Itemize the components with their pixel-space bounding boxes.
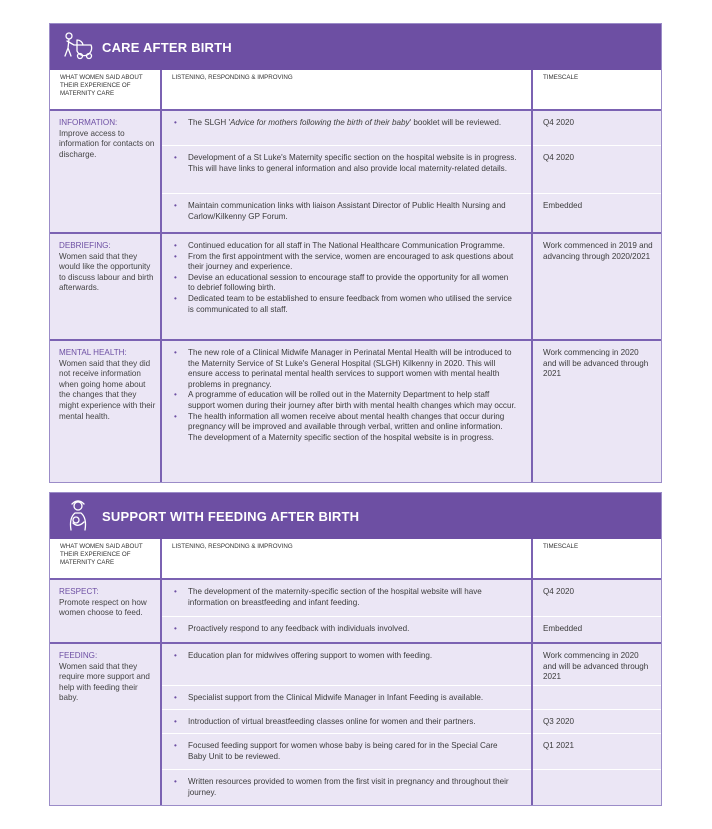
column-header-what-women-said: WHAT WOMEN SAID ABOUT THEIR EXPERIENCE OF MATERNITY CARE (50, 539, 161, 579)
action-item: • Proactively respond to any feedback with individuals involved. (188, 624, 517, 635)
care-after-birth-section (49, 23, 662, 483)
column-header-timescale: TIMESCALE (543, 74, 579, 81)
women-said-text: Women said that they require more support and help with feeding their baby. (59, 661, 150, 703)
action-item: • Introduction of virtual breastfeeding classes online for women and their partners. (188, 717, 517, 728)
timescale-value (533, 686, 661, 710)
category-label: INFORMATION: (59, 118, 118, 127)
action-bullet: • From the first appointment with the service, women are encouraged to ask questions about their journey and experience. (188, 252, 517, 273)
table-row-debriefing (50, 233, 661, 340)
timescale-value: Work commencing in 2020 and will be advanced through 2021 (543, 348, 649, 379)
action-item: • The SLGH 'Advice for mothers following the birth of their baby' booklet will be reviewed. (188, 118, 517, 129)
mother-feeding-baby-icon (60, 498, 96, 534)
action-item: • Education plan for midwives offering support to women with feeding. (188, 651, 517, 662)
action-bullet: • A programme of education will be rolled out in the Maternity Department to help staff support women during their journey after birth with mental health changes which may occur. (188, 390, 517, 411)
action-item: • Written resources provided to women from the first visit in pregnancy and throughout their journey. (188, 777, 517, 798)
action-bullet: • Continued education for all staff in The National Healthcare Communication Programme. (188, 241, 517, 252)
action-item: • Focused feeding support for women whose baby is being cared for in the Special Care Baby Unit to be reviewed. (188, 741, 517, 762)
women-said-text: Improve access to information for contacts on discharge. (59, 128, 155, 159)
category-label: FEEDING: (59, 651, 98, 660)
category-label: RESPECT: (59, 587, 99, 596)
mother-with-pram-icon (60, 29, 96, 65)
section-header (50, 24, 661, 70)
support-with-feeding-section (49, 492, 662, 806)
timescale-value: Work commencing in 2020 and will be advanced through 2021 (533, 644, 661, 686)
action-bullet: • Dedicated team to be established to ensure feedback from women who utilised the service is communicated to all staff. (188, 294, 517, 315)
support-with-feeding-table (50, 539, 661, 805)
timescale-value (533, 770, 661, 805)
category-label: DEBRIEFING: (59, 241, 111, 250)
column-header-what-women-said: WHAT WOMEN SAID ABOUT THEIR EXPERIENCE OF MATERNITY CARE (50, 70, 161, 110)
table-row-respect (50, 579, 661, 643)
section-title: CARE AFTER BIRTH (102, 39, 232, 55)
timescale-value: Q4 2020 (533, 146, 661, 194)
action-bullet: • The health information all women receive about mental health changes that occur during pregnancy will be improved and available through verbal, written and online information. The development of a Maternity specific section of the hospital website is in progress. (188, 412, 517, 444)
column-header-listening: LISTENING, RESPONDING & IMPROVING (161, 70, 532, 110)
section-header (50, 493, 661, 539)
women-said-text: Women said that they would like the opportunity to discuss labour and birth afterwards. (59, 251, 154, 293)
column-header-listening: LISTENING, RESPONDING & IMPROVING (161, 539, 532, 579)
action-item: • The development of the maternity-specific section of the hospital website will have information on breastfeeding and infant feeding. (188, 587, 517, 608)
care-after-birth-table (50, 70, 661, 482)
timescale-value: Embedded (543, 201, 583, 210)
table-row-mental-health (50, 340, 661, 482)
table-row-feeding (50, 643, 661, 805)
table-row-information (50, 110, 661, 233)
timescale-value: Q1 2021 (533, 734, 661, 770)
timescale-value: Embedded (543, 624, 583, 633)
category-label: MENTAL HEALTH: (59, 348, 127, 357)
women-said-text: Women said that they did not receive information when going home about the changes that they might experience with their mental health. (59, 358, 156, 421)
action-item: • Maintain communication links with liaison Assistant Director of Public Health Nursing and Carlow/Kilkenny GP Forum. (188, 201, 517, 222)
timescale-value: Work commenced in 2019 and advancing through 2020/2021 (543, 241, 653, 261)
action-item: • Specialist support from the Clinical Midwife Manager in Infant Feeding is available. (188, 693, 517, 704)
column-header-timescale: TIMESCALE (543, 543, 579, 550)
timescale-value: Q4 2020 (533, 580, 661, 617)
action-bullet: • Devise an educational session to encourage staff to provide the opportunity for all women to debrief following birth. (188, 273, 517, 294)
timescale-value: Q3 2020 (533, 710, 661, 734)
women-said-text: Promote respect on how women choose to feed. (59, 597, 147, 618)
section-title: SUPPORT WITH FEEDING AFTER BIRTH (102, 508, 360, 524)
action-item: • Development of a St Luke's Maternity specific section on the hospital website is in progress. This will have links to general information and also provide local maternity-related details. (188, 153, 517, 174)
timescale-value: Q4 2020 (533, 111, 661, 146)
action-bullet: • The new role of a Clinical Midwife Manager in Perinatal Mental Health will be introduced to the Maternity Service of St Luke's General Hospital (SLGH) Kilkenny in 2020. This will ensure access to perinatal mental health services to support women with mental health problems in pregnancy. (188, 348, 517, 390)
